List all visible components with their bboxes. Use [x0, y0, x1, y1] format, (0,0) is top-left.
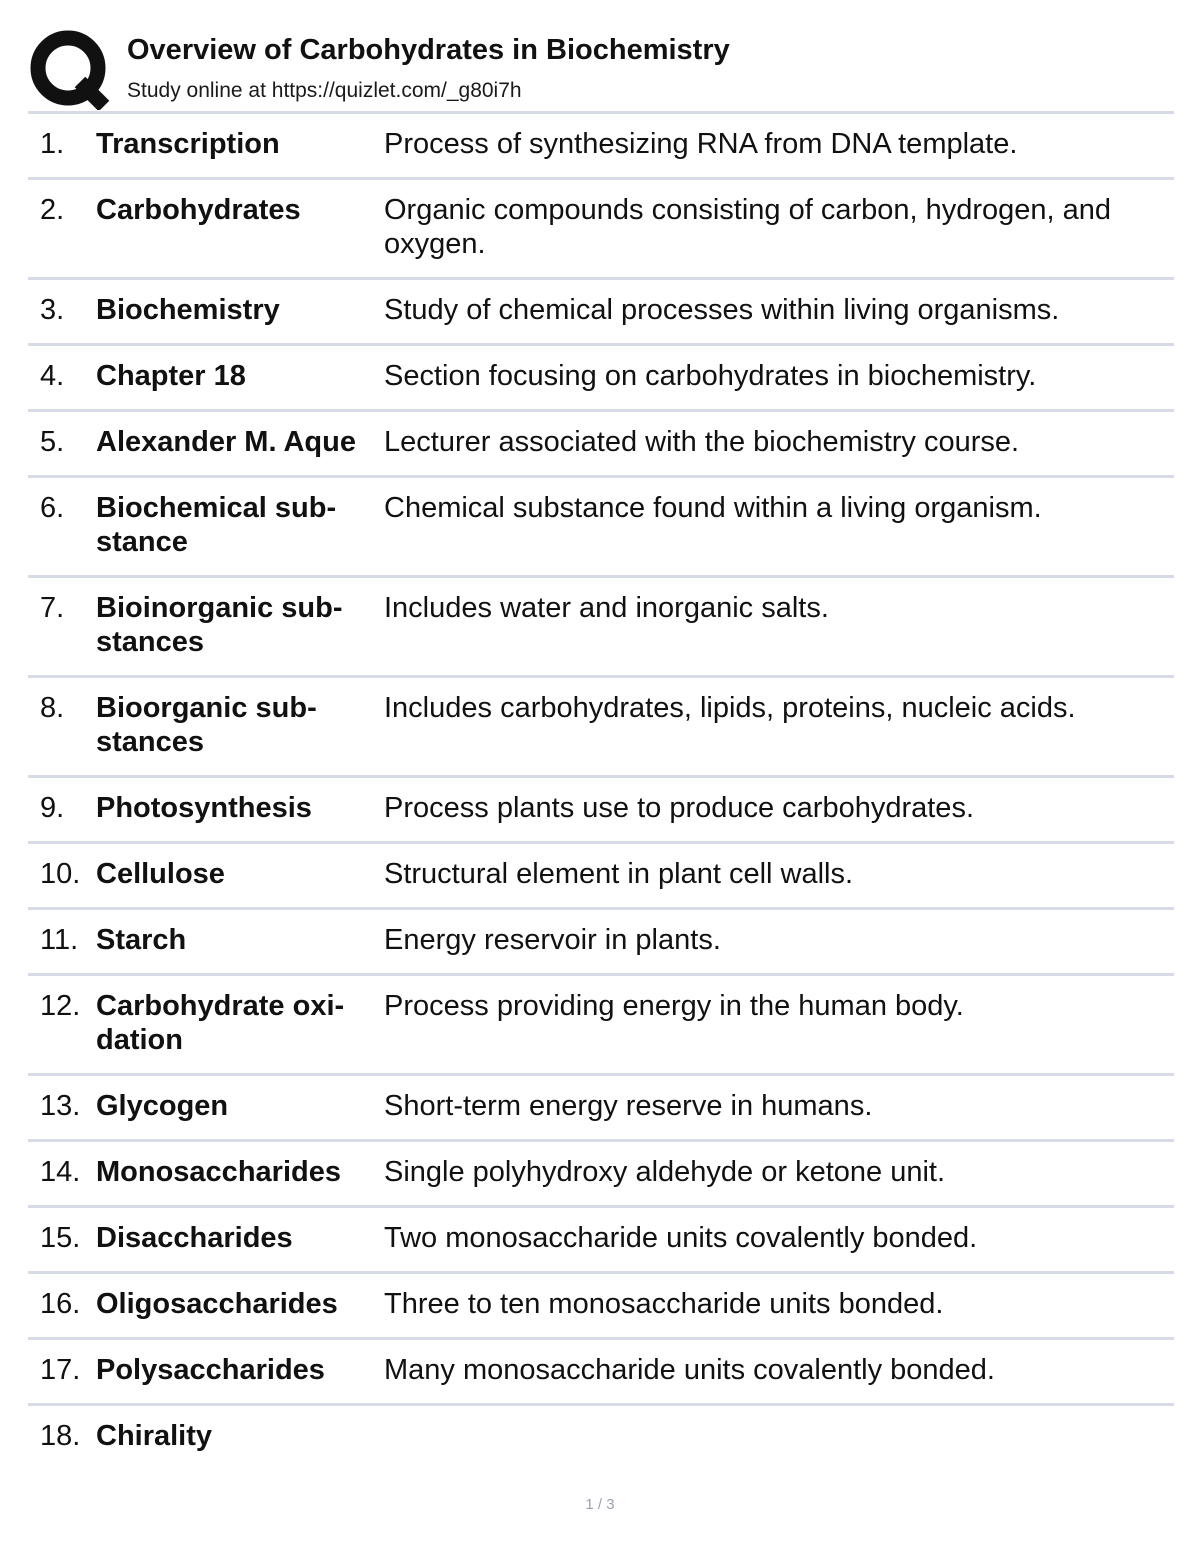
flashcard-row: [28, 346, 1174, 412]
row-number: 14.: [40, 1156, 81, 1188]
definition: Study of chemical processes within living organisms.: [384, 294, 1060, 326]
row-number: 2.: [40, 194, 65, 226]
term: Alexander M. Aque: [96, 426, 356, 458]
flashcard-row: [28, 1274, 1174, 1340]
term: Biochemistry: [96, 294, 280, 326]
definition: Many monosaccharide units covalently bonded.: [384, 1354, 995, 1386]
definition: Process plants use to produce carbohydrates.: [384, 792, 974, 824]
row-number: 5.: [40, 426, 65, 458]
term: Carbohydrate oxi- dation: [96, 990, 345, 1056]
term: Oligosaccharides: [96, 1288, 338, 1320]
definition: Single polyhydroxy aldehyde or ketone unit.: [384, 1156, 946, 1188]
flashcard-row: [28, 478, 1174, 578]
term: Starch: [96, 924, 187, 956]
row-number: 8.: [40, 692, 65, 724]
flashcard-row: [28, 1340, 1174, 1406]
definition: Three to ten monosaccharide units bonded.: [384, 1288, 944, 1320]
flashcard-row: [28, 678, 1174, 778]
row-number: 11.: [40, 924, 79, 956]
definition: Lecturer associated with the biochemistry course.: [384, 426, 1020, 458]
flashcard-row: [28, 1076, 1174, 1142]
term: Bioorganic sub- stances: [96, 692, 317, 758]
flashcard-row: [28, 1208, 1174, 1274]
definition: Short-term energy reserve in humans.: [384, 1090, 873, 1122]
row-number: 7.: [40, 592, 65, 624]
flashcard-row: [28, 1142, 1174, 1208]
row-number: 3.: [40, 294, 65, 326]
flashcard-row: [28, 114, 1174, 180]
flashcard-list: [28, 114, 1174, 1472]
row-number: 6.: [40, 492, 65, 524]
document-header: [28, 28, 1174, 112]
flashcard-row: [28, 578, 1174, 678]
term: Chapter 18: [96, 360, 246, 392]
definition: Organic compounds consisting of carbon, hydrogen, and oxygen.: [384, 194, 1112, 260]
flashcard-row: [28, 280, 1174, 346]
definition: Section focusing on carbohydrates in biochemistry.: [384, 360, 1037, 392]
flashcard-row: [28, 180, 1174, 280]
definition: Process providing energy in the human body.: [384, 990, 964, 1022]
definition: Structural element in plant cell walls.: [384, 858, 854, 890]
term: Monosaccharides: [96, 1156, 341, 1188]
row-number: 1.: [40, 128, 65, 160]
term: Photosynthesis: [96, 792, 312, 824]
row-number: 4.: [40, 360, 65, 392]
term: Cellulose: [96, 858, 225, 890]
row-number: 15.: [40, 1222, 81, 1254]
term: Chirality: [96, 1420, 213, 1452]
row-number: 13.: [40, 1090, 81, 1122]
definition: Includes carbohydrates, lipids, proteins, nucleic acids.: [384, 692, 1076, 724]
row-number: 10.: [40, 858, 81, 890]
flashcard-row: [28, 910, 1174, 976]
page-indicator: 1 / 3: [585, 1496, 615, 1513]
term: Disaccharides: [96, 1222, 293, 1254]
row-number: 18.: [40, 1420, 81, 1452]
document-title: Overview of Carbohydrates in Biochemistry: [127, 34, 730, 66]
definition: Energy reservoir in plants.: [384, 924, 721, 956]
flashcard-row: [28, 412, 1174, 478]
quizlet-logo-icon: [30, 30, 110, 110]
definition: Process of synthesizing RNA from DNA template.: [384, 128, 1018, 160]
definition: Two monosaccharide units covalently bonded.: [384, 1222, 978, 1254]
flashcard-row: [28, 844, 1174, 910]
flashcard-row: [28, 1406, 1174, 1472]
definition: Chemical substance found within a living organism.: [384, 492, 1042, 524]
term: Carbohydrates: [96, 194, 301, 226]
study-online-link[interactable]: Study online at https://quizlet.com/_g80i7h: [127, 79, 522, 102]
term: Polysaccharides: [96, 1354, 325, 1386]
flashcard-row: [28, 778, 1174, 844]
row-number: 16.: [40, 1288, 81, 1320]
term: Biochemical sub- stance: [96, 492, 337, 558]
term: Transcription: [96, 128, 280, 160]
definition: Includes water and inorganic salts.: [384, 592, 829, 624]
row-number: 17.: [40, 1354, 81, 1386]
row-number: 9.: [40, 792, 65, 824]
row-number: 12.: [40, 990, 81, 1022]
flashcard-row: [28, 976, 1174, 1076]
term: Glycogen: [96, 1090, 229, 1122]
term: Bioinorganic sub- stances: [96, 592, 343, 658]
